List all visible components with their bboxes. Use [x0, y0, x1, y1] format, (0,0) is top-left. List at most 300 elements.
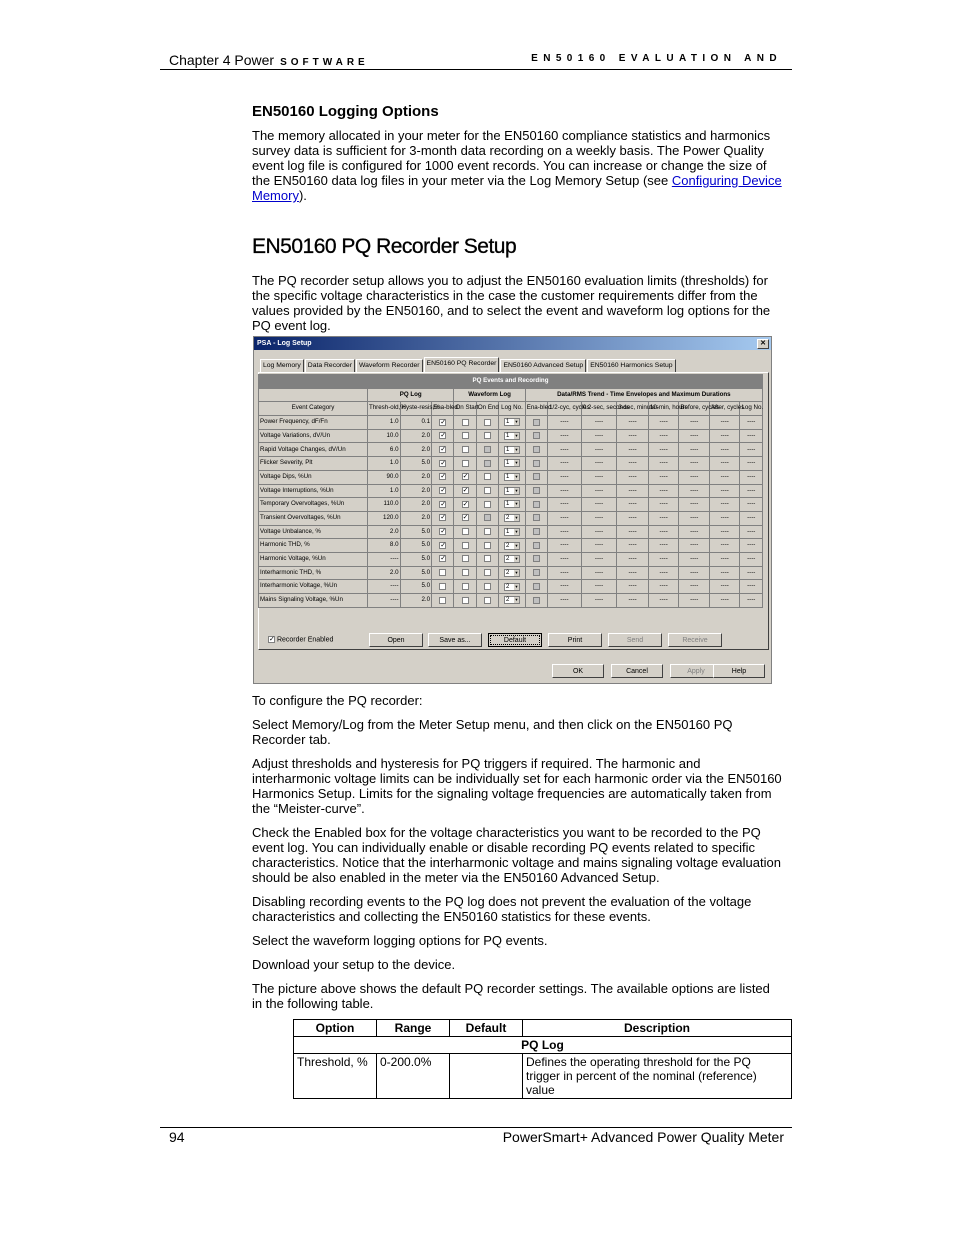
- on-start-checkbox[interactable]: ✓: [462, 500, 469, 508]
- hysteresis-field[interactable]: 2.0: [400, 443, 432, 457]
- duration-field[interactable]: ----: [617, 566, 649, 580]
- trend-enabled-checkbox[interactable]: [533, 514, 540, 521]
- duration-field[interactable]: ----: [581, 580, 617, 594]
- recorder-enabled-checkbox[interactable]: ✓: [269, 636, 275, 643]
- duration-field[interactable]: ----: [548, 470, 582, 484]
- on-end-checkbox-cell: [476, 416, 498, 430]
- column-header: Event Category: [259, 402, 368, 416]
- trend-log-no-field[interactable]: ----: [740, 498, 763, 512]
- duration-field[interactable]: ----: [617, 552, 649, 566]
- table-row: [294, 1054, 792, 1099]
- duration-field[interactable]: ----: [679, 457, 710, 471]
- on-end-checkbox[interactable]: [484, 473, 491, 480]
- log-no-cell: [499, 457, 525, 471]
- duration-field[interactable]: ----: [581, 416, 617, 430]
- duration-field[interactable]: ----: [548, 566, 582, 580]
- on-end-checkbox-cell: [476, 457, 498, 471]
- section-title-pq-recorder: EN50160 PQ Recorder Setup: [252, 235, 517, 258]
- tab-data-recorder[interactable]: Data Recorder: [305, 359, 355, 372]
- on-end-checkbox[interactable]: [484, 528, 491, 535]
- trend-log-no-field[interactable]: ----: [740, 594, 763, 608]
- send-button[interactable]: Send: [608, 633, 662, 647]
- duration-field[interactable]: ----: [709, 580, 740, 594]
- trend-log-no-field[interactable]: ----: [740, 539, 763, 553]
- threshold-field[interactable]: 8.0: [367, 539, 400, 553]
- hysteresis-field[interactable]: 2.0: [400, 484, 432, 498]
- group-waveform-log: Waveform Log: [454, 388, 525, 402]
- threshold-field[interactable]: 120.0: [367, 511, 400, 525]
- column-header: Log No.: [740, 402, 763, 416]
- duration-field[interactable]: ----: [679, 511, 710, 525]
- duration-field[interactable]: ----: [648, 484, 679, 498]
- event-category-cell: Mains Signaling Voltage, %Un: [259, 594, 368, 608]
- duration-field[interactable]: ----: [581, 525, 617, 539]
- log-no-cell: [499, 484, 525, 498]
- log-no-dropdown[interactable]: 1 ▼: [504, 500, 520, 508]
- duration-field[interactable]: ----: [581, 552, 617, 566]
- steps-content: [252, 693, 782, 1020]
- instruction-paragraph: Disabling recording events to the PQ log does not prevent the evaluation of the voltage characteristics and collecting the EN50160 statistics for these events.: [252, 894, 752, 924]
- hysteresis-field[interactable]: 2.0: [400, 511, 432, 525]
- log-no-cell: [499, 539, 525, 553]
- duration-field[interactable]: ----: [709, 566, 740, 580]
- duration-field[interactable]: ----: [581, 457, 617, 471]
- threshold-field[interactable]: 1.0: [367, 416, 400, 430]
- on-end-checkbox[interactable]: [484, 487, 491, 494]
- duration-field[interactable]: ----: [648, 580, 679, 594]
- trend-log-no-field[interactable]: ----: [740, 552, 763, 566]
- instruction-paragraph: To configure the PQ recorder:: [252, 693, 423, 708]
- threshold-field[interactable]: 2.0: [367, 525, 400, 539]
- duration-field[interactable]: ----: [617, 484, 649, 498]
- trend-enabled-cell: [525, 525, 547, 539]
- pq-log-enabled-checkbox-cell: [432, 594, 454, 608]
- duration-field[interactable]: ----: [648, 470, 679, 484]
- pq-log-enabled-checkbox[interactable]: ✓: [440, 432, 447, 440]
- options-header-default: Default: [450, 1020, 523, 1037]
- trend-log-no-field[interactable]: ----: [740, 580, 763, 594]
- duration-field[interactable]: ----: [709, 429, 740, 443]
- help-button[interactable]: Help: [713, 664, 765, 678]
- duration-field[interactable]: ----: [709, 443, 740, 457]
- duration-field[interactable]: ----: [581, 429, 617, 443]
- duration-field[interactable]: ----: [679, 416, 710, 430]
- on-start-checkbox-cell: [454, 470, 476, 484]
- log-no-dropdown[interactable]: 2 ▼: [504, 583, 520, 591]
- pq-log-enabled-checkbox[interactable]: ✓: [440, 459, 447, 467]
- footer-rule: [160, 1127, 792, 1128]
- on-end-checkbox[interactable]: [484, 460, 491, 467]
- threshold-field[interactable]: 6.0: [367, 443, 400, 457]
- cancel-button[interactable]: Cancel: [611, 664, 663, 678]
- receive-button[interactable]: Receive: [668, 633, 722, 647]
- pq-events-section-header: PQ Events and Recording: [259, 375, 763, 389]
- duration-field[interactable]: ----: [581, 470, 617, 484]
- pq-log-enabled-checkbox[interactable]: ✓: [440, 473, 447, 481]
- duration-field[interactable]: ----: [581, 511, 617, 525]
- duration-field[interactable]: ----: [581, 566, 617, 580]
- hysteresis-field[interactable]: 5.0: [400, 566, 432, 580]
- duration-field[interactable]: ----: [617, 457, 649, 471]
- trend-log-no-field[interactable]: ----: [740, 525, 763, 539]
- log-no-dropdown[interactable]: 2 ▼: [504, 542, 520, 550]
- tab-en50160-advanced-setup[interactable]: EN50160 Advanced Setup: [500, 359, 586, 372]
- event-category-cell: Rapid Voltage Changes, dV/Un: [259, 443, 368, 457]
- pq-log-enabled-checkbox-cell: [432, 416, 454, 430]
- trend-enabled-checkbox[interactable]: [533, 446, 540, 453]
- duration-field[interactable]: ----: [617, 580, 649, 594]
- log-no-dropdown[interactable]: 2 ▼: [504, 596, 520, 604]
- on-start-checkbox[interactable]: [462, 446, 469, 453]
- on-start-checkbox[interactable]: ✓: [462, 487, 469, 495]
- duration-field[interactable]: ----: [679, 539, 710, 553]
- footer-title: PowerSmart+ Advanced Power Quality Meter: [502, 1129, 784, 1145]
- table-row: [259, 552, 763, 566]
- log-no-dropdown[interactable]: 1 ▼: [504, 459, 520, 467]
- on-start-checkbox[interactable]: [462, 432, 469, 439]
- duration-field[interactable]: ----: [548, 511, 582, 525]
- duration-field[interactable]: ----: [581, 539, 617, 553]
- pq-log-enabled-checkbox[interactable]: ✓: [440, 500, 447, 508]
- pq-log-enabled-checkbox-cell: [432, 457, 454, 471]
- log-no-dropdown[interactable]: 2 ▼: [504, 569, 520, 577]
- duration-field[interactable]: ----: [617, 525, 649, 539]
- duration-field[interactable]: ----: [548, 525, 582, 539]
- on-start-checkbox[interactable]: [462, 569, 469, 576]
- trend-enabled-checkbox[interactable]: [533, 528, 540, 535]
- pq-log-enabled-checkbox[interactable]: [439, 597, 446, 604]
- options-header-description: Description: [523, 1020, 792, 1037]
- instruction-paragraph: Check the Enabled box for the voltage characteristics you want to be recorded to the PQ event log. You can individually enable or disable recording PQ events related to specific characteristics. Notice that the interharmonic voltage and mains signaling voltage evaluation should be also enabled in the meter via the EN50160 Advanced Setup.: [252, 825, 781, 885]
- duration-field[interactable]: ----: [548, 498, 582, 512]
- threshold-field[interactable]: 1.0: [367, 457, 400, 471]
- duration-field[interactable]: ----: [709, 457, 740, 471]
- pq-log-enabled-checkbox[interactable]: [439, 583, 446, 590]
- tab-log-memory[interactable]: Log Memory: [260, 359, 304, 372]
- duration-field[interactable]: ----: [548, 594, 582, 608]
- duration-field[interactable]: ----: [709, 484, 740, 498]
- duration-field[interactable]: ----: [617, 429, 649, 443]
- duration-field[interactable]: ----: [679, 429, 710, 443]
- duration-field[interactable]: ----: [548, 580, 582, 594]
- trend-enabled-checkbox[interactable]: [533, 419, 540, 426]
- duration-field[interactable]: ----: [679, 484, 710, 498]
- trend-enabled-cell: [525, 457, 547, 471]
- trend-log-no-field[interactable]: ----: [740, 429, 763, 443]
- pq-log-enabled-checkbox-cell: [432, 484, 454, 498]
- trend-enabled-cell: [525, 484, 547, 498]
- trend-enabled-checkbox[interactable]: [533, 460, 540, 467]
- event-category-cell: Power Frequency, dF/Fn: [259, 416, 368, 430]
- duration-field[interactable]: ----: [617, 470, 649, 484]
- apply-button[interactable]: Apply: [670, 664, 722, 678]
- hysteresis-field[interactable]: 2.0: [400, 594, 432, 608]
- on-end-checkbox[interactable]: [484, 569, 491, 576]
- on-end-checkbox[interactable]: [484, 419, 491, 426]
- group-pq-log: PQ Log: [367, 388, 454, 402]
- pq-log-enabled-checkbox-cell: [432, 539, 454, 553]
- trend-enabled-checkbox[interactable]: [533, 597, 540, 604]
- pq-log-enabled-checkbox-cell: [432, 525, 454, 539]
- options-header-option: Option: [294, 1020, 377, 1037]
- duration-field[interactable]: ----: [617, 511, 649, 525]
- on-end-checkbox-cell: [476, 470, 498, 484]
- print-button[interactable]: Print: [548, 633, 602, 647]
- duration-field[interactable]: ----: [548, 484, 582, 498]
- column-header: Thresh-old,%: [367, 402, 400, 416]
- duration-field[interactable]: ----: [548, 539, 582, 553]
- on-start-checkbox[interactable]: ✓: [462, 514, 469, 522]
- configuring-device-memory-link[interactable]: Configuring Device Memory: [252, 173, 782, 203]
- table-row: [259, 457, 763, 471]
- recorder-enabled-control[interactable]: [268, 636, 333, 643]
- trend-enabled-checkbox[interactable]: [533, 432, 540, 439]
- duration-field[interactable]: ----: [648, 416, 679, 430]
- instruction-paragraph: Download your setup to the device.: [252, 957, 456, 972]
- on-start-checkbox-cell: [454, 484, 476, 498]
- log-no-dropdown[interactable]: 1 ▼: [504, 446, 520, 454]
- threshold-field[interactable]: 90.0: [367, 470, 400, 484]
- on-end-checkbox-cell: [476, 566, 498, 580]
- pq-log-enabled-checkbox[interactable]: ✓: [440, 445, 447, 453]
- duration-field[interactable]: ----: [648, 594, 679, 608]
- duration-field[interactable]: ----: [648, 552, 679, 566]
- table-row: [259, 443, 763, 457]
- on-start-checkbox[interactable]: [462, 583, 469, 590]
- pq-log-enabled-checkbox-cell: [432, 498, 454, 512]
- event-category-cell: Voltage Unbalance, %: [259, 525, 368, 539]
- trend-enabled-checkbox[interactable]: [533, 555, 540, 562]
- pq-log-enabled-checkbox[interactable]: ✓: [440, 514, 447, 522]
- on-end-checkbox[interactable]: [484, 555, 491, 562]
- column-header: 3-sec, minutes: [617, 402, 649, 416]
- duration-field[interactable]: ----: [679, 470, 710, 484]
- on-start-checkbox[interactable]: [462, 419, 469, 426]
- on-end-checkbox[interactable]: [484, 583, 491, 590]
- on-end-checkbox[interactable]: [484, 446, 491, 453]
- duration-field[interactable]: ----: [548, 552, 582, 566]
- hysteresis-field[interactable]: 5.0: [400, 552, 432, 566]
- duration-field[interactable]: ----: [679, 594, 710, 608]
- trend-log-no-field[interactable]: ----: [740, 416, 763, 430]
- column-header: On End: [476, 402, 498, 416]
- column-header: 0.2-sec, seconds: [581, 402, 617, 416]
- trend-enabled-cell: [525, 539, 547, 553]
- dialog-title: PSA - Log Setup: [257, 340, 312, 347]
- duration-field[interactable]: ----: [581, 484, 617, 498]
- on-start-checkbox[interactable]: [462, 460, 469, 467]
- on-start-checkbox[interactable]: [462, 528, 469, 535]
- duration-field[interactable]: ----: [709, 594, 740, 608]
- log-no-cell: [499, 580, 525, 594]
- duration-field[interactable]: ----: [648, 429, 679, 443]
- hysteresis-field[interactable]: 5.0: [400, 457, 432, 471]
- duration-field[interactable]: ----: [679, 498, 710, 512]
- duration-field[interactable]: ----: [679, 566, 710, 580]
- duration-field[interactable]: ----: [617, 594, 649, 608]
- pq-log-enabled-checkbox[interactable]: [439, 569, 446, 576]
- on-end-checkbox-cell: [476, 594, 498, 608]
- threshold-field[interactable]: 2.0: [367, 566, 400, 580]
- trend-enabled-cell: [525, 470, 547, 484]
- trend-enabled-cell: [525, 429, 547, 443]
- duration-field[interactable]: ----: [617, 539, 649, 553]
- trend-enabled-checkbox[interactable]: [533, 583, 540, 590]
- range-cell: 0-200.0%: [377, 1054, 450, 1099]
- column-header: Ena-bled: [432, 402, 454, 416]
- duration-field[interactable]: ----: [617, 443, 649, 457]
- open-button[interactable]: Open: [369, 633, 423, 647]
- event-category-cell: Voltage Interruptions, %Un: [259, 484, 368, 498]
- tab-waveform-recorder[interactable]: Waveform Recorder: [356, 359, 423, 372]
- log-no-dropdown[interactable]: 1 ▼: [504, 418, 520, 426]
- pq-log-enabled-checkbox[interactable]: ✓: [440, 541, 447, 549]
- on-end-checkbox-cell: [476, 525, 498, 539]
- save-as--button[interactable]: Save as...: [428, 633, 482, 647]
- hysteresis-field[interactable]: 2.0: [400, 470, 432, 484]
- on-end-checkbox[interactable]: [484, 501, 491, 508]
- trend-log-no-field[interactable]: ----: [740, 457, 763, 471]
- duration-field[interactable]: ----: [679, 580, 710, 594]
- duration-field[interactable]: ----: [679, 525, 710, 539]
- on-end-checkbox-cell: [476, 484, 498, 498]
- log-no-cell: [499, 429, 525, 443]
- on-end-checkbox-cell: [476, 511, 498, 525]
- trend-enabled-cell: [525, 566, 547, 580]
- trend-enabled-checkbox[interactable]: [533, 569, 540, 576]
- trend-log-no-field[interactable]: ----: [740, 484, 763, 498]
- hysteresis-field[interactable]: 5.0: [400, 539, 432, 553]
- instruction-paragraph: Select the waveform logging options for PQ events.: [252, 933, 548, 948]
- options-table: [293, 1019, 792, 1099]
- duration-field[interactable]: ----: [709, 498, 740, 512]
- trend-log-no-field[interactable]: ----: [740, 566, 763, 580]
- duration-field[interactable]: ----: [648, 566, 679, 580]
- hysteresis-field[interactable]: 5.0: [400, 525, 432, 539]
- on-start-checkbox[interactable]: [462, 555, 469, 562]
- table-row: [259, 539, 763, 553]
- log-no-dropdown[interactable]: 1 ▼: [504, 487, 520, 495]
- duration-field[interactable]: ----: [648, 511, 679, 525]
- tab-en50160-harmonics-setup[interactable]: EN50160 Harmonics Setup: [587, 359, 675, 372]
- trend-enabled-checkbox[interactable]: [533, 473, 540, 480]
- duration-field[interactable]: ----: [617, 416, 649, 430]
- hysteresis-field[interactable]: 2.0: [400, 498, 432, 512]
- default-button[interactable]: Default: [488, 633, 542, 647]
- trend-enabled-cell: [525, 416, 547, 430]
- hysteresis-field[interactable]: 2.0: [400, 429, 432, 443]
- duration-field[interactable]: ----: [648, 457, 679, 471]
- pq-log-enabled-checkbox-cell: [432, 552, 454, 566]
- on-start-checkbox[interactable]: ✓: [462, 473, 469, 481]
- logging-options-text: The memory allocated in your meter for the EN50160 compliance statistics and harmonics survey data is sufficient for 3-month data recording on a weekly basis. The Power Quality event log file is configured for 1000 event records. You can increase or change the size of the EN50160 data log files in your meter via the Log Memory Setup (see: [252, 128, 771, 188]
- log-no-dropdown[interactable]: 2 ▼: [504, 514, 520, 522]
- duration-field[interactable]: ----: [709, 416, 740, 430]
- options-subheader-pq-log: PQ Log: [294, 1037, 792, 1054]
- column-header: 10-min, hours: [648, 402, 679, 416]
- threshold-field[interactable]: ----: [367, 580, 400, 594]
- table-row: [259, 566, 763, 580]
- log-no-dropdown[interactable]: 1 ▼: [504, 432, 520, 440]
- duration-field[interactable]: ----: [709, 552, 740, 566]
- pq-log-enabled-checkbox[interactable]: ✓: [440, 528, 447, 536]
- on-start-checkbox[interactable]: [462, 597, 469, 604]
- duration-field[interactable]: ----: [648, 539, 679, 553]
- duration-field[interactable]: ----: [648, 525, 679, 539]
- threshold-field[interactable]: 1.0: [367, 484, 400, 498]
- pq-log-enabled-checkbox[interactable]: ✓: [440, 487, 447, 495]
- duration-field[interactable]: ----: [617, 498, 649, 512]
- duration-field[interactable]: ----: [548, 416, 582, 430]
- duration-field[interactable]: ----: [648, 498, 679, 512]
- pq-log-enabled-checkbox-cell: [432, 580, 454, 594]
- log-no-dropdown[interactable]: 2 ▼: [504, 555, 520, 563]
- threshold-field[interactable]: 10.0: [367, 429, 400, 443]
- trend-enabled-checkbox[interactable]: [533, 501, 540, 508]
- on-end-checkbox-cell: [476, 552, 498, 566]
- duration-field[interactable]: ----: [548, 429, 582, 443]
- duration-field[interactable]: ----: [679, 552, 710, 566]
- trend-enabled-checkbox[interactable]: [533, 487, 540, 494]
- pq-log-enabled-checkbox-cell: [432, 470, 454, 484]
- on-end-checkbox[interactable]: [484, 597, 491, 604]
- pq-log-enabled-checkbox-cell: [432, 511, 454, 525]
- trend-enabled-checkbox[interactable]: [533, 542, 540, 549]
- duration-field[interactable]: ----: [548, 443, 582, 457]
- running-header-title: EN50160 EVALUATION AND: [531, 53, 782, 64]
- duration-field[interactable]: ----: [679, 443, 710, 457]
- trend-log-no-field[interactable]: ----: [740, 511, 763, 525]
- page-number: 94: [169, 1129, 185, 1145]
- pq-log-enabled-checkbox[interactable]: ✓: [440, 555, 447, 563]
- trend-log-no-field[interactable]: ----: [740, 443, 763, 457]
- on-end-checkbox-cell: [476, 580, 498, 594]
- log-no-dropdown[interactable]: 1 ▼: [504, 528, 520, 536]
- duration-field[interactable]: ----: [709, 525, 740, 539]
- trend-enabled-cell: [525, 498, 547, 512]
- duration-field[interactable]: ----: [648, 443, 679, 457]
- duration-field[interactable]: ----: [709, 511, 740, 525]
- close-icon[interactable]: ✕: [757, 339, 769, 349]
- threshold-field[interactable]: ----: [367, 552, 400, 566]
- duration-field[interactable]: ----: [581, 443, 617, 457]
- ok-button[interactable]: OK: [552, 664, 604, 678]
- dialog-tabs: [260, 359, 677, 372]
- log-no-cell: [499, 470, 525, 484]
- duration-field[interactable]: ----: [709, 470, 740, 484]
- trend-log-no-field[interactable]: ----: [740, 470, 763, 484]
- table-row: [259, 498, 763, 512]
- hysteresis-field[interactable]: 5.0: [400, 580, 432, 594]
- duration-field[interactable]: ----: [709, 539, 740, 553]
- threshold-field[interactable]: ----: [367, 594, 400, 608]
- on-start-checkbox[interactable]: [462, 542, 469, 549]
- threshold-field[interactable]: 110.0: [367, 498, 400, 512]
- on-start-checkbox-cell: [454, 416, 476, 430]
- on-end-checkbox[interactable]: [484, 514, 491, 521]
- log-no-dropdown[interactable]: 1 ▼: [504, 473, 520, 481]
- table-row: [259, 511, 763, 525]
- duration-field[interactable]: ----: [548, 457, 582, 471]
- log-no-cell: [499, 525, 525, 539]
- hysteresis-field[interactable]: 0.1: [400, 416, 432, 430]
- tab-en50160-pq-recorder[interactable]: EN50160 PQ Recorder: [424, 357, 500, 372]
- duration-field[interactable]: ----: [581, 498, 617, 512]
- on-end-checkbox[interactable]: [484, 542, 491, 549]
- pq-log-enabled-checkbox[interactable]: ✓: [440, 418, 447, 426]
- on-end-checkbox[interactable]: [484, 432, 491, 439]
- duration-field[interactable]: ----: [581, 594, 617, 608]
